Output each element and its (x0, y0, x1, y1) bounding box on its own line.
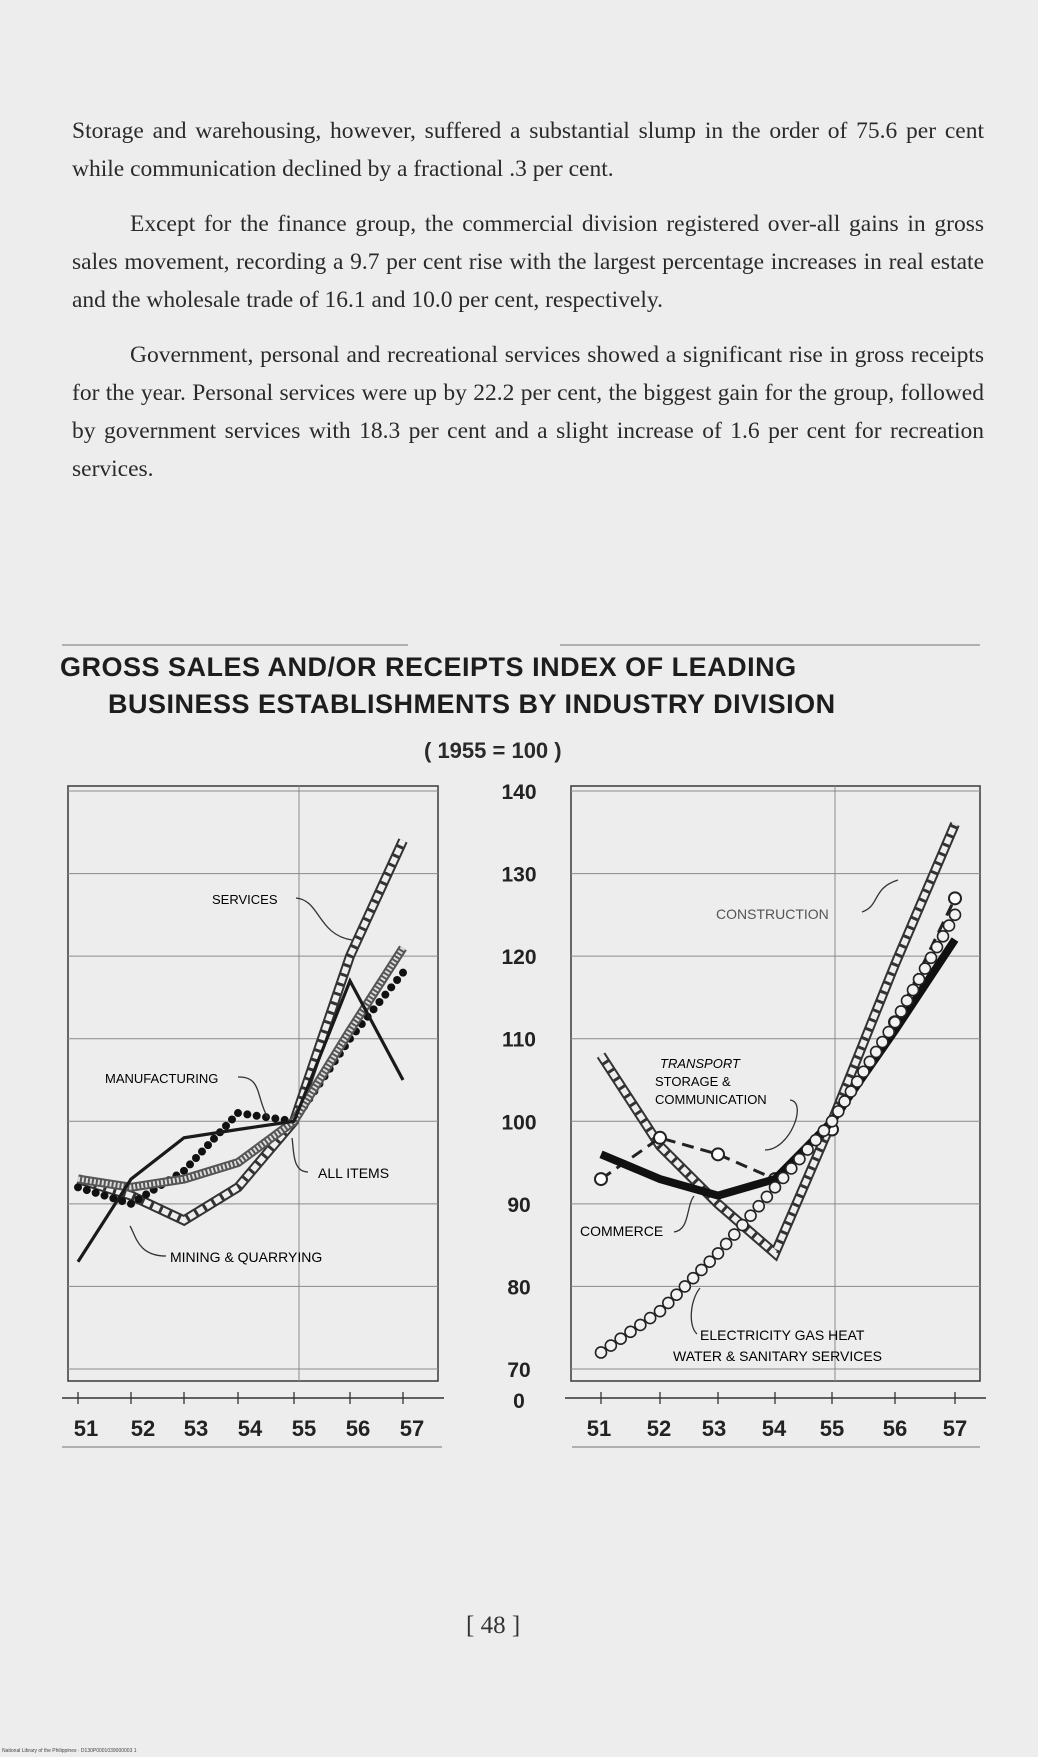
data-point (827, 1116, 838, 1127)
figure-title-line2: BUSINESS ESTABLISHMENTS BY INDUSTRY DIVISION (108, 689, 836, 719)
data-point (890, 1017, 901, 1028)
data-point (950, 909, 961, 920)
paragraph-1: Storage and warehousing, however, suffered a substantial slump in the order of 75.6 per cent while communication declined by a fractional .3 per cent. (72, 118, 984, 182)
library-credit: National Library of the Philippines · D130P0001039000003 1 (2, 1748, 137, 1754)
data-point (127, 1200, 135, 1208)
data-point (393, 976, 401, 984)
data-point (721, 1238, 732, 1249)
x-tick-label: 56 (882, 1416, 908, 1441)
label-construction: CONSTRUCTION (716, 906, 829, 922)
x-tick-label: 52 (646, 1416, 672, 1441)
label-leader-line (130, 1226, 166, 1256)
data-point (399, 969, 407, 977)
data-point (654, 1132, 666, 1144)
data-point (753, 1201, 764, 1212)
page-number: [ 48 ] (466, 1612, 521, 1639)
data-point (135, 1195, 143, 1203)
x-tick-label: 53 (183, 1416, 209, 1441)
label-electricity-1: ELECTRICITY GAS HEAT (700, 1327, 865, 1343)
data-point (204, 1141, 212, 1149)
data-point (786, 1163, 797, 1174)
data-point (101, 1192, 109, 1200)
data-point (938, 931, 949, 942)
data-point (810, 1135, 821, 1146)
data-point (864, 1056, 875, 1067)
data-point (802, 1144, 813, 1155)
label-leader-line (765, 1100, 797, 1150)
data-point (712, 1148, 724, 1160)
label-leader-line (292, 1138, 308, 1172)
y-tick-label: 100 (501, 1111, 537, 1135)
data-point (745, 1210, 756, 1221)
data-point (833, 1106, 844, 1117)
data-point (210, 1135, 218, 1143)
data-point (271, 1115, 279, 1123)
data-point (243, 1110, 251, 1118)
data-point (625, 1326, 636, 1337)
label-transport-3: COMMUNICATION (655, 1092, 767, 1107)
x-tick-label: 52 (130, 1416, 156, 1441)
data-point (932, 942, 943, 953)
label-leader-line (674, 1196, 694, 1232)
data-point (761, 1191, 772, 1202)
rule-bottom-right (572, 1446, 980, 1448)
label-leader-line (691, 1288, 700, 1334)
data-point (234, 1109, 242, 1117)
plot-frame (571, 786, 980, 1381)
data-point (883, 1027, 894, 1038)
figure-title-line1: GROSS SALES AND/OR RECEIPTS INDEX OF LEADING (60, 652, 797, 682)
data-point (645, 1313, 656, 1324)
data-point (713, 1248, 724, 1259)
y-tick-label: 70 (507, 1359, 531, 1382)
data-point (852, 1076, 863, 1087)
figure-subtitle: ( 1955 = 100 ) (424, 738, 562, 763)
series-line (601, 940, 955, 1196)
data-point (595, 1173, 607, 1185)
label-transport-2: STORAGE & (655, 1074, 731, 1089)
x-tick-label: 57 (942, 1416, 968, 1441)
data-point (253, 1112, 261, 1120)
data-point (370, 1005, 378, 1013)
data-point (83, 1186, 91, 1194)
data-point (222, 1122, 230, 1130)
series-line-inner (78, 948, 403, 1187)
data-point (92, 1189, 100, 1197)
data-point (877, 1037, 888, 1048)
x-tick-label: 51 (73, 1416, 99, 1441)
data-point (944, 920, 955, 931)
label-electricity-2: WATER & SANITARY SERVICES (673, 1348, 883, 1364)
data-point (858, 1066, 869, 1077)
data-point (914, 974, 925, 985)
y-tick-label: 120 (501, 946, 537, 970)
data-point (74, 1183, 82, 1191)
label-services: SERVICES (212, 892, 278, 907)
data-point (635, 1319, 646, 1330)
data-point (920, 963, 931, 974)
rule-bottom-left (62, 1446, 442, 1448)
x-tick-label: 53 (701, 1416, 727, 1441)
data-point (896, 1006, 907, 1017)
data-point (186, 1160, 194, 1168)
data-point (908, 984, 919, 995)
x-tick-label: 55 (819, 1416, 845, 1441)
series-commerce (601, 940, 955, 1196)
label-commerce: COMMERCE (580, 1223, 664, 1239)
data-point (387, 983, 395, 991)
data-point (381, 991, 389, 999)
data-point (794, 1154, 805, 1165)
data-point (926, 952, 937, 963)
x-tick-label: 54 (761, 1416, 787, 1441)
x-tick-label: 54 (237, 1416, 263, 1441)
series-line (78, 948, 403, 1187)
data-point (142, 1190, 150, 1198)
y-tick-label: 0 (513, 1390, 525, 1413)
data-point (198, 1148, 206, 1156)
data-point (228, 1115, 236, 1123)
y-tick-label: 130 (501, 863, 537, 887)
label-manufacturing: MANUFACTURING (105, 1071, 219, 1086)
label-transport-1: TRANSPORT (660, 1056, 740, 1071)
x-tick-label: 51 (586, 1416, 612, 1441)
x-tick-label: 57 (399, 1416, 425, 1441)
data-point (949, 892, 961, 904)
data-point (845, 1086, 856, 1097)
data-point (605, 1340, 616, 1351)
series-all-items (78, 948, 403, 1187)
data-point (737, 1220, 748, 1231)
y-tick-label: 80 (507, 1276, 531, 1300)
label-leader-line (296, 898, 352, 940)
data-point (596, 1347, 607, 1358)
data-point (375, 998, 383, 1006)
data-point (871, 1046, 882, 1057)
data-point (839, 1096, 850, 1107)
data-point (818, 1125, 829, 1136)
paragraph-3: Government, personal and recreational services showed a significant rise in gross receipts for the year. Personal services were up by 22.2 per cent, the biggest gain for the group, followed by government services with 18.3 per cent and a slight increase of 1.6 per cent for recreation services. (72, 342, 984, 482)
y-tick-label: 140 (501, 781, 537, 804)
label-all-items: ALL ITEMS (318, 1165, 390, 1181)
label-leader-line (862, 880, 898, 912)
x-tick-label: 55 (291, 1416, 317, 1441)
data-point (729, 1229, 740, 1240)
label-leader-line (238, 1077, 268, 1118)
data-point (770, 1182, 781, 1193)
y-tick-label: 90 (507, 1193, 531, 1217)
y-tick-label: 110 (502, 1028, 536, 1052)
data-point (778, 1172, 789, 1183)
data-point (902, 995, 913, 1006)
paragraph-2: Except for the finance group, the commercial division registered over-all gains in gross sales movement, recording a 9.7 per cent rise with the largest percentage increases in real estate and the wholesale trade of 16.1 and 10.0 per cent, respectively. (72, 211, 984, 313)
data-point (615, 1333, 626, 1344)
x-tick-label: 56 (345, 1416, 371, 1441)
label-mining-quarrying: MINING & QUARRYING (170, 1249, 323, 1265)
data-point (192, 1154, 200, 1162)
